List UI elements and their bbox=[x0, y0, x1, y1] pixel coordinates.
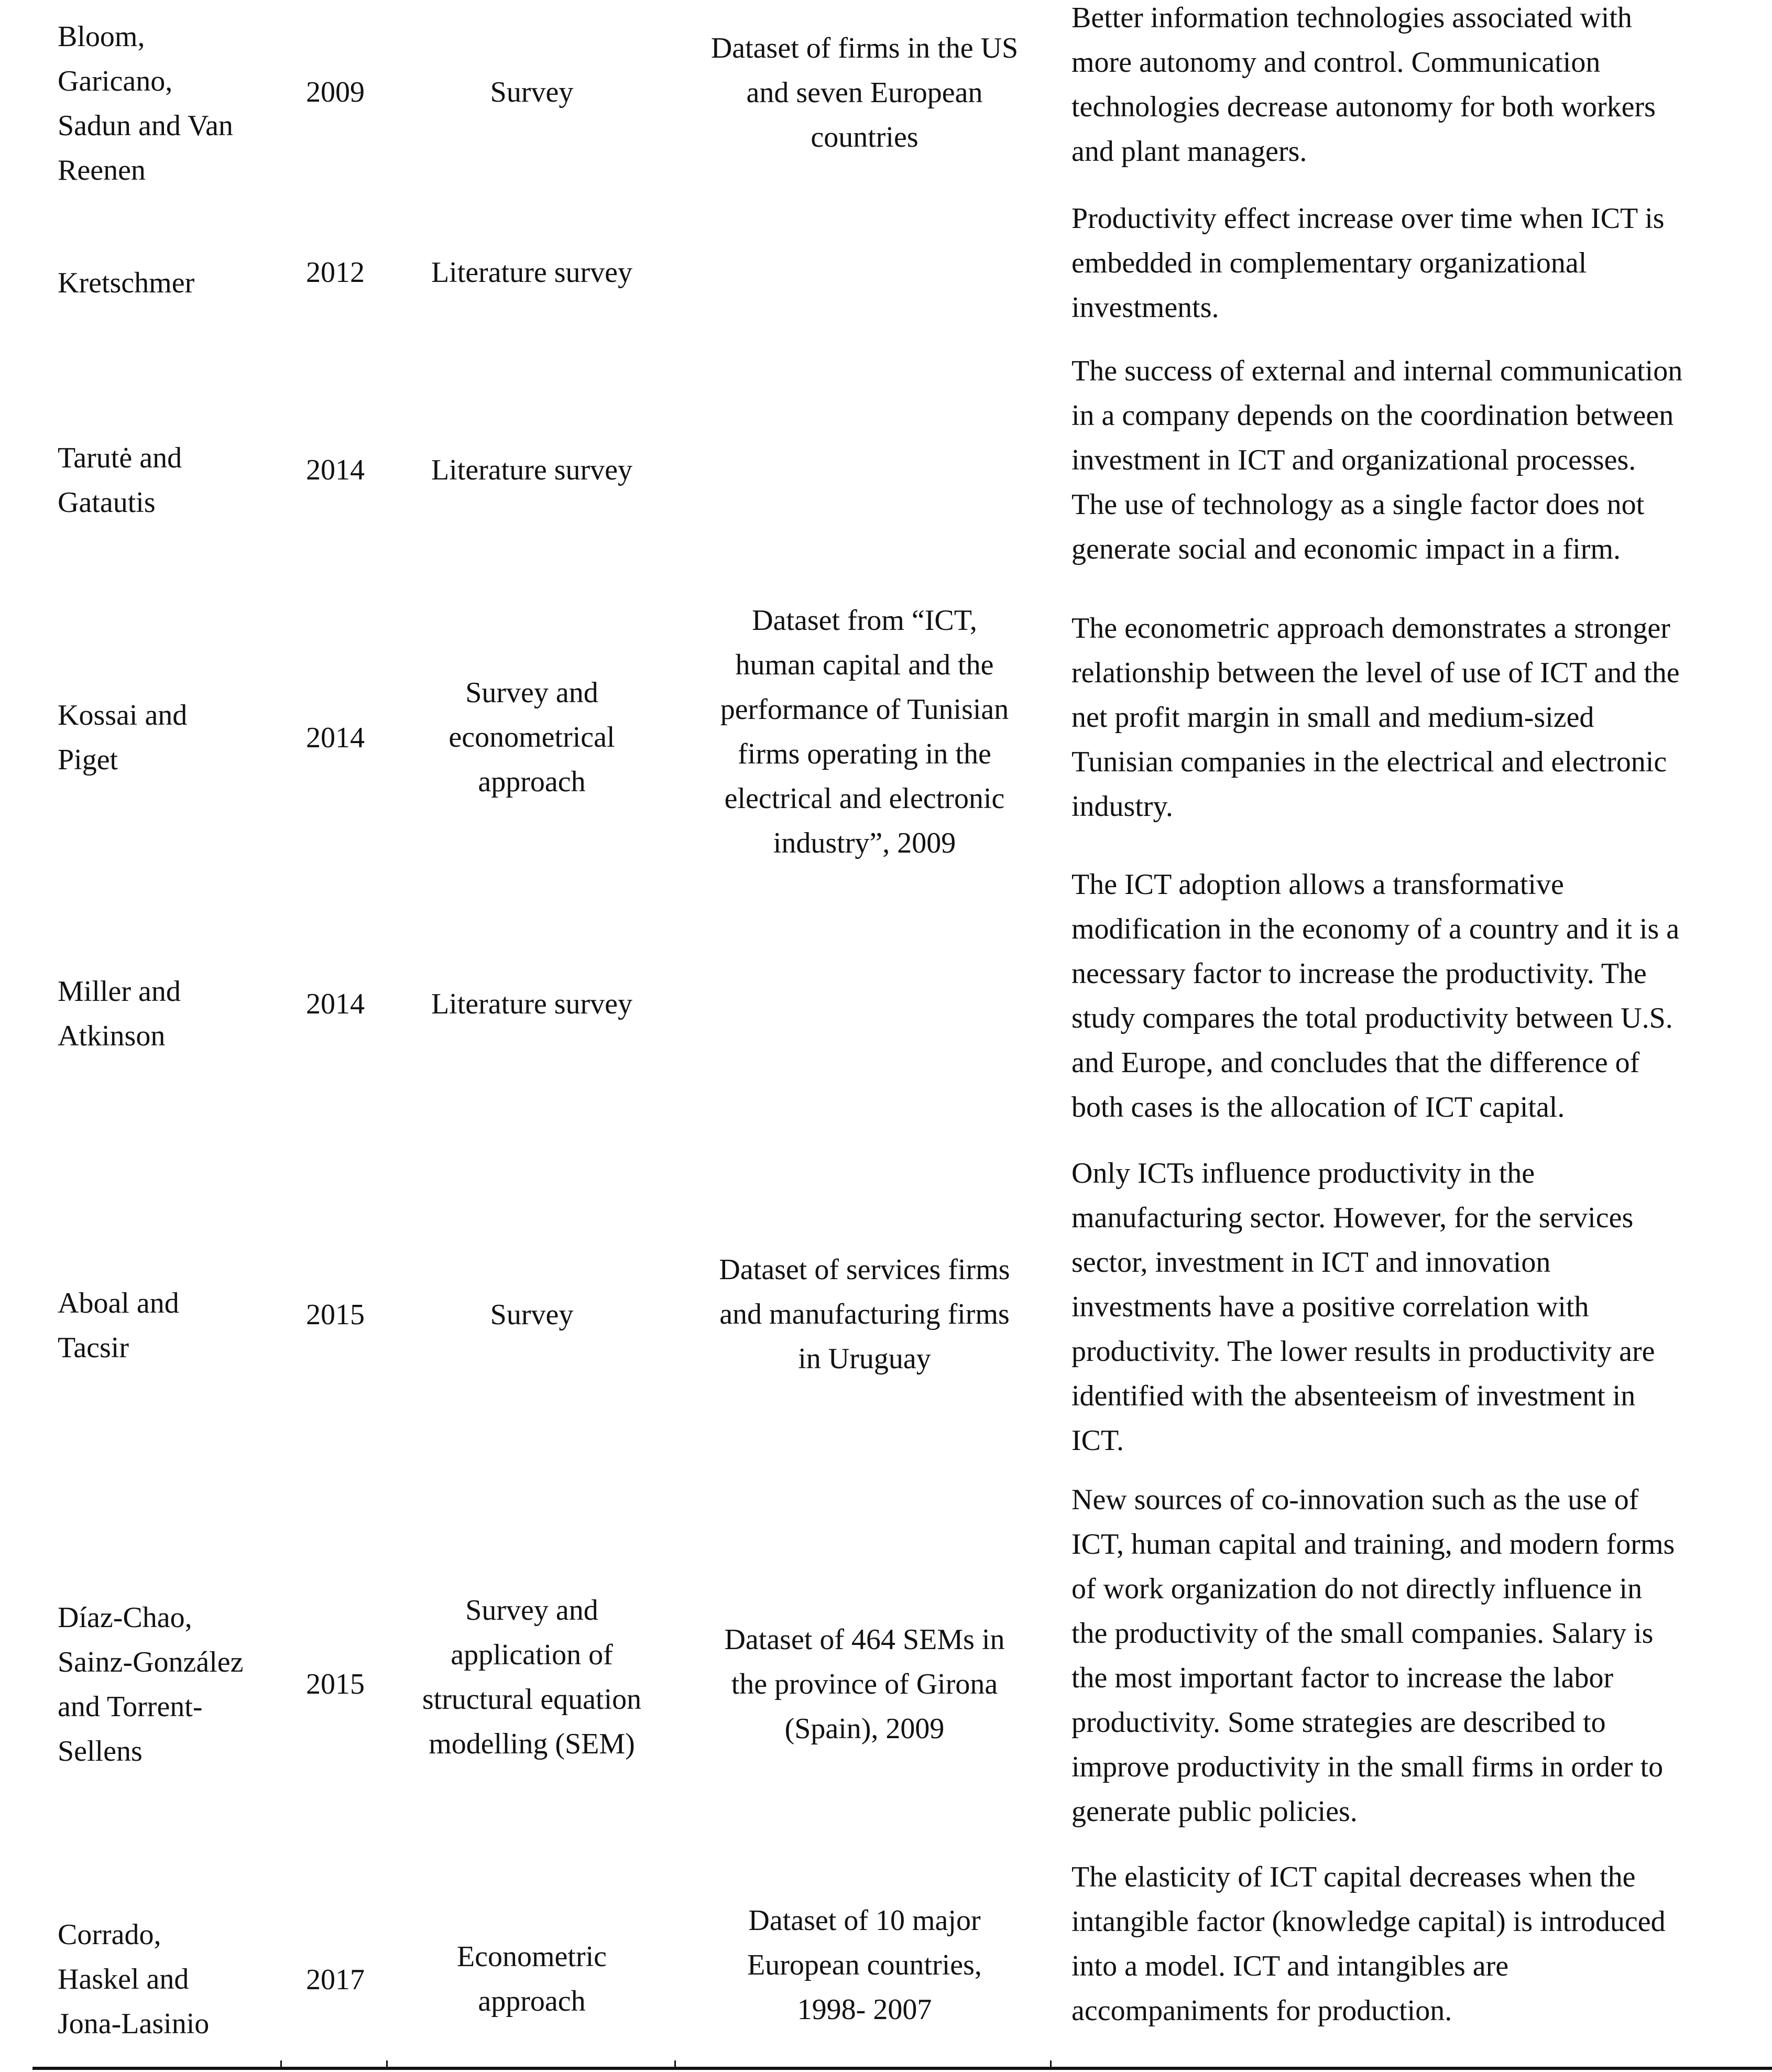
findings-line: more autonomy and control. Communication bbox=[1071, 46, 1601, 79]
data-cell bbox=[676, 1899, 1053, 2032]
authors-line: Aboal and bbox=[58, 1287, 179, 1319]
authors-line: and Torrent- bbox=[58, 1691, 203, 1723]
method-cell bbox=[390, 1293, 673, 1337]
year-cell bbox=[283, 70, 388, 115]
year-cell bbox=[283, 982, 388, 1027]
findings-line: investment in ICT and organizational processes. bbox=[1071, 444, 1636, 476]
data-line: electrical and electronic bbox=[724, 782, 1005, 815]
authors-line: Reenen bbox=[58, 154, 146, 187]
findings-line: industry. bbox=[1071, 790, 1173, 823]
data-cell bbox=[676, 1248, 1053, 1381]
findings-line: ICT. bbox=[1071, 1424, 1124, 1457]
findings-line: the productivity of the small companies. Salary is bbox=[1071, 1617, 1654, 1650]
data-line: 1998- 2007 bbox=[797, 1993, 932, 2026]
findings-line: Better information technologies associated with bbox=[1071, 2, 1632, 34]
table-bottom-rule bbox=[32, 2067, 1772, 2070]
authors-line: Tarutė and bbox=[58, 442, 182, 474]
findings-line: and Europe, and concludes that the difference of bbox=[1071, 1046, 1640, 1079]
method-line: Survey bbox=[490, 1299, 574, 1331]
findings-cell bbox=[1071, 0, 1768, 174]
method-line: application of bbox=[451, 1639, 613, 1671]
findings-line: The ICT adoption allows a transformative bbox=[1071, 868, 1564, 901]
authors-line: Haskel and bbox=[58, 1963, 189, 1995]
findings-line: generate social and economic impact in a firm. bbox=[1071, 533, 1621, 565]
authors-line: Díaz-Chao, bbox=[58, 1601, 192, 1634]
findings-line: modification in the economy of a country and it is a bbox=[1071, 913, 1680, 945]
authors-line: Tacsir bbox=[58, 1332, 129, 1364]
method-line: modelling (SEM) bbox=[429, 1728, 635, 1760]
authors-line: Sellens bbox=[58, 1735, 143, 1768]
authors-line: Gatautis bbox=[58, 486, 156, 519]
method-cell bbox=[390, 448, 673, 493]
authors-cell bbox=[58, 1913, 278, 2046]
findings-line: identified with the absenteeism of investment in bbox=[1071, 1380, 1636, 1412]
findings-line: embedded in complementary organizational bbox=[1071, 247, 1587, 279]
method-line: Literature survey bbox=[431, 454, 633, 486]
year-cell bbox=[283, 448, 388, 493]
column-divider-tick bbox=[1050, 2060, 1052, 2068]
year-cell bbox=[283, 250, 388, 295]
findings-line: The use of technology as a single factor does not bbox=[1071, 488, 1645, 521]
column-divider-tick bbox=[674, 2060, 676, 2068]
year-value: 2015 bbox=[306, 1668, 365, 1700]
method-cell bbox=[390, 70, 673, 115]
findings-line: New sources of co-innovation such as the use of bbox=[1071, 1484, 1639, 1516]
findings-line: accompaniments for production. bbox=[1071, 1994, 1452, 2027]
findings-line: improve productivity in the small firms in order to bbox=[1071, 1751, 1664, 1783]
authors-line: Piget bbox=[58, 744, 118, 776]
data-line: countries bbox=[811, 121, 918, 154]
findings-line: manufacturing sector. However, for the services bbox=[1071, 1202, 1634, 1234]
findings-line: necessary factor to increase the productivity. The bbox=[1071, 957, 1647, 990]
findings-line: Productivity effect increase over time when ICT is bbox=[1071, 202, 1665, 235]
year-value: 2014 bbox=[306, 988, 365, 1020]
method-line: Survey bbox=[490, 76, 574, 108]
data-line: the province of Girona bbox=[731, 1668, 998, 1700]
authors-line: Sadun and Van bbox=[58, 110, 233, 142]
findings-cell bbox=[1071, 1855, 1768, 2033]
data-line: Dataset of 10 major bbox=[748, 1904, 981, 1937]
authors-cell bbox=[58, 693, 278, 782]
data-cell bbox=[676, 598, 1053, 866]
authors-line: Bloom, bbox=[58, 20, 145, 53]
year-value: 2009 bbox=[306, 76, 365, 108]
findings-line: The elasticity of ICT capital decreases when the bbox=[1071, 1861, 1636, 1893]
findings-line: productivity. The lower results in productivity are bbox=[1071, 1335, 1655, 1368]
method-cell bbox=[390, 671, 673, 804]
authors-line: Atkinson bbox=[58, 1020, 166, 1052]
authors-line: Kretschmer bbox=[58, 267, 195, 299]
data-line: and manufacturing firms bbox=[719, 1298, 1010, 1331]
method-line: structural equation bbox=[422, 1683, 642, 1716]
findings-cell bbox=[1071, 1478, 1768, 1834]
findings-line: study compares the total productivity between U.S. bbox=[1071, 1002, 1673, 1034]
authors-line: Kossai and bbox=[58, 699, 188, 732]
data-cell bbox=[676, 26, 1053, 160]
authors-line: Jona-Lasinio bbox=[58, 2008, 210, 2040]
year-cell bbox=[283, 1958, 388, 2002]
findings-line: ICT, human capital and training, and modern forms bbox=[1071, 1528, 1675, 1561]
findings-line: into a model. ICT and intangibles are bbox=[1071, 1950, 1509, 1982]
method-line: Literature survey bbox=[431, 256, 633, 289]
findings-line: generate public policies. bbox=[1071, 1795, 1358, 1828]
findings-line: Only ICTs influence productivity in the bbox=[1071, 1157, 1535, 1190]
column-divider-tick bbox=[386, 2060, 388, 2068]
authors-line: Sainz-González bbox=[58, 1646, 244, 1678]
data-cell bbox=[676, 1618, 1053, 1751]
findings-line: the most important factor to increase the labor bbox=[1071, 1662, 1614, 1694]
authors-line: Miller and bbox=[58, 975, 181, 1008]
authors-line: Corrado, bbox=[58, 1918, 161, 1951]
findings-line: productivity. Some strategies are described to bbox=[1071, 1706, 1606, 1739]
authors-cell bbox=[58, 1596, 278, 1774]
method-cell bbox=[390, 982, 673, 1027]
findings-cell bbox=[1071, 197, 1768, 330]
findings-line: Tunisian companies in the electrical and electronic bbox=[1071, 746, 1667, 778]
findings-cell bbox=[1071, 349, 1768, 572]
method-line: approach bbox=[478, 1985, 586, 2018]
year-value: 2012 bbox=[306, 256, 365, 289]
data-line: performance of Tunisian bbox=[720, 693, 1009, 726]
authors-cell bbox=[58, 15, 278, 193]
method-cell bbox=[390, 1935, 673, 2024]
method-line: econometrical bbox=[449, 721, 615, 754]
findings-line: intangible factor (knowledge capital) is introduced bbox=[1071, 1905, 1666, 1938]
method-line: approach bbox=[478, 766, 586, 798]
year-cell bbox=[283, 1293, 388, 1337]
authors-line: Garicano, bbox=[58, 65, 173, 97]
findings-line: The success of external and internal communication bbox=[1071, 355, 1683, 387]
data-line: European countries, bbox=[747, 1949, 982, 1981]
data-line: Dataset from “ICT, bbox=[752, 604, 977, 637]
findings-line: and plant managers. bbox=[1071, 135, 1307, 168]
method-line: Survey and bbox=[465, 1594, 598, 1627]
column-divider-tick bbox=[280, 2060, 282, 2068]
findings-cell bbox=[1071, 863, 1768, 1130]
authors-cell bbox=[58, 436, 278, 525]
data-line: in Uruguay bbox=[798, 1343, 931, 1375]
findings-cell bbox=[1071, 1151, 1768, 1463]
year-value: 2014 bbox=[306, 722, 365, 754]
data-line: (Spain), 2009 bbox=[784, 1713, 945, 1745]
data-line: industry”, 2009 bbox=[773, 827, 956, 859]
findings-line: net profit margin in small and medium-sized bbox=[1071, 701, 1594, 734]
findings-cell bbox=[1071, 606, 1768, 829]
authors-cell bbox=[58, 1281, 278, 1370]
findings-line: technologies decrease autonomy for both workers bbox=[1071, 91, 1656, 123]
method-cell bbox=[390, 250, 673, 295]
method-line: Literature survey bbox=[431, 988, 633, 1020]
findings-line: relationship between the level of use of ICT and the bbox=[1071, 657, 1680, 689]
method-cell bbox=[390, 1588, 673, 1766]
findings-line: both cases is the allocation of ICT capital. bbox=[1071, 1091, 1565, 1124]
data-line: Dataset of firms in the US bbox=[710, 32, 1019, 64]
data-line: human capital and the bbox=[735, 649, 994, 681]
authors-cell bbox=[58, 969, 278, 1059]
data-line: Dataset of 464 SEMs in bbox=[724, 1623, 1005, 1656]
data-line: and seven European bbox=[746, 77, 983, 109]
data-line: firms operating in the bbox=[738, 738, 991, 770]
authors-cell bbox=[58, 261, 278, 306]
findings-line: of work organization do not directly influence in bbox=[1071, 1573, 1643, 1605]
year-value: 2014 bbox=[306, 454, 365, 486]
findings-line: investments. bbox=[1071, 291, 1219, 324]
findings-line: sector, investment in ICT and innovation bbox=[1071, 1246, 1551, 1279]
year-cell bbox=[283, 716, 388, 760]
findings-line: in a company depends on the coordination between bbox=[1071, 399, 1674, 432]
year-value: 2015 bbox=[306, 1299, 365, 1331]
data-line: Dataset of services firms bbox=[719, 1253, 1010, 1286]
method-line: Econometric bbox=[456, 1940, 607, 1973]
year-value: 2017 bbox=[306, 1964, 365, 1996]
year-cell bbox=[283, 1662, 388, 1707]
method-line: Survey and bbox=[465, 677, 598, 709]
findings-line: The econometric approach demonstrates a stronger bbox=[1071, 612, 1670, 645]
findings-line: investments have a positive correlation with bbox=[1071, 1291, 1589, 1323]
